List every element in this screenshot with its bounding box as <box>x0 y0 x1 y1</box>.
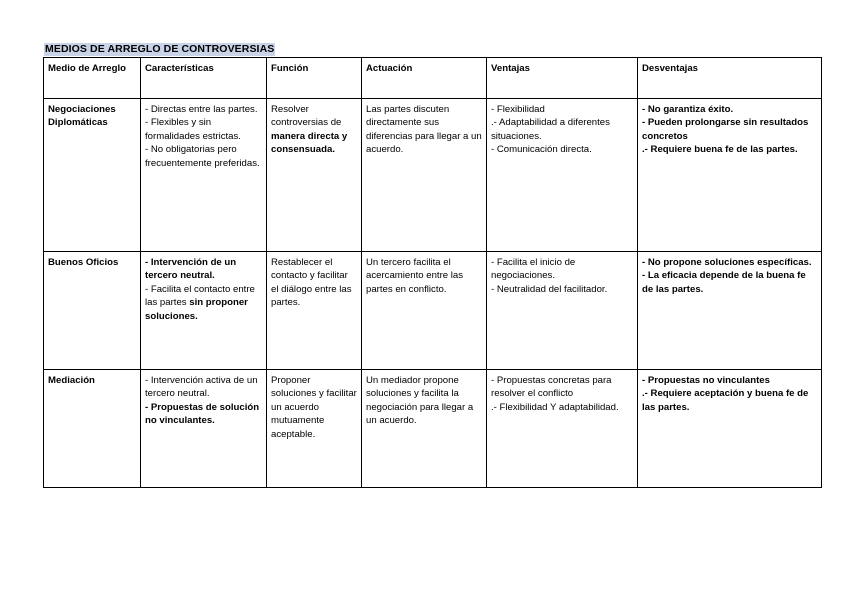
list-item: - Propuestas de solución no vinculantes. <box>145 401 260 427</box>
list-item: - Propuestas concretas para resolver el conflicto <box>491 375 612 400</box>
cell-actuacion: Un mediador propone soluciones y facilita la negociación para llegar a un acuerdo. <box>362 370 487 488</box>
table-row <box>44 252 822 370</box>
list-item: .- Requiere buena fe de las partes. <box>642 144 798 156</box>
list-item: .- Flexibilidad Y adaptabilidad. <box>491 401 619 413</box>
header-ventajas: Ventajas <box>487 58 638 99</box>
list-item <box>145 283 262 323</box>
list-item: - No obligatorias pero frecuentemente preferidas. <box>145 144 260 169</box>
list-item: - Flexibilidad <box>491 104 545 115</box>
header-actuacion: Actuación <box>362 58 487 99</box>
cell-ventajas <box>487 99 638 252</box>
cell-funcion <box>267 99 362 252</box>
funcion-text: Resolver controversias de <box>271 104 342 129</box>
list-item: - Propuestas no vinculantes <box>642 375 770 386</box>
funcion-bold-text: manera directa y consensuada. <box>271 130 348 156</box>
list-item-text: - Facilita el contacto entre las partes <box>145 283 255 309</box>
cell-desventajas <box>638 370 822 488</box>
list-item: - No propone soluciones específicas. <box>642 257 812 268</box>
cell-funcion <box>267 252 362 370</box>
cell-medio: Buenos Oficios <box>44 252 141 370</box>
table-row <box>44 370 822 488</box>
cell-caracteristicas <box>141 99 267 252</box>
list-item: - Flexibles y sin formalidades estrictas. <box>145 117 241 142</box>
funcion-text: Proponer soluciones y facilitar un acuerdo mutuamente aceptable. <box>271 375 357 440</box>
list-item: - Neutralidad del facilitador. <box>491 283 608 295</box>
list-item: - Comunicación directa. <box>491 144 592 156</box>
document-title: MEDIOS DE ARREGLO DE CONTROVERSIAS <box>45 43 275 55</box>
list-item: .- Requiere aceptación y buena fe de las partes. <box>642 388 809 413</box>
table-row <box>44 99 822 252</box>
cell-funcion <box>267 370 362 488</box>
cell-desventajas <box>638 252 822 370</box>
list-item: - Intervención de un tercero neutral. <box>145 257 237 282</box>
list-item: - Intervención activa de un tercero neutral. <box>145 375 258 400</box>
list-item-bold-text: sin proponer soluciones. <box>145 297 248 322</box>
header-caracteristicas: Características <box>141 58 267 99</box>
cell-ventajas <box>487 252 638 370</box>
cell-medio: Negociaciones Diplomáticas <box>44 99 141 252</box>
cell-actuacion: Un tercero facilita el acercamiento entre las partes en conflicto. <box>362 252 487 370</box>
cell-caracteristicas <box>141 252 267 370</box>
header-desventajas: Desventajas <box>638 58 822 99</box>
list-item: - Directas entre las partes. <box>145 104 258 115</box>
header-funcion: Función <box>267 58 362 99</box>
list-item: - La eficacia depende de la buena fe de las partes. <box>642 270 806 295</box>
header-medio: Medio de Arreglo <box>44 58 141 99</box>
funcion-text: Restablecer el contacto y facilitar el diálogo entre las partes. <box>271 257 352 309</box>
cell-ventajas <box>487 370 638 488</box>
cell-desventajas <box>638 99 822 252</box>
list-item: - No garantiza éxito. <box>642 104 734 115</box>
table-header-row <box>44 58 822 99</box>
cell-actuacion: Las partes discuten directamente sus diferencias para llegar a un acuerdo. <box>362 99 487 252</box>
list-item: .- Adaptabilidad a diferentes situaciones. <box>491 117 610 142</box>
list-item: - Pueden prolongarse sin resultados concretos <box>642 117 809 142</box>
list-item: - Facilita el inicio de negociaciones. <box>491 257 576 282</box>
cell-caracteristicas <box>141 370 267 488</box>
comparison-table <box>43 57 822 488</box>
cell-medio: Mediación <box>44 370 141 488</box>
